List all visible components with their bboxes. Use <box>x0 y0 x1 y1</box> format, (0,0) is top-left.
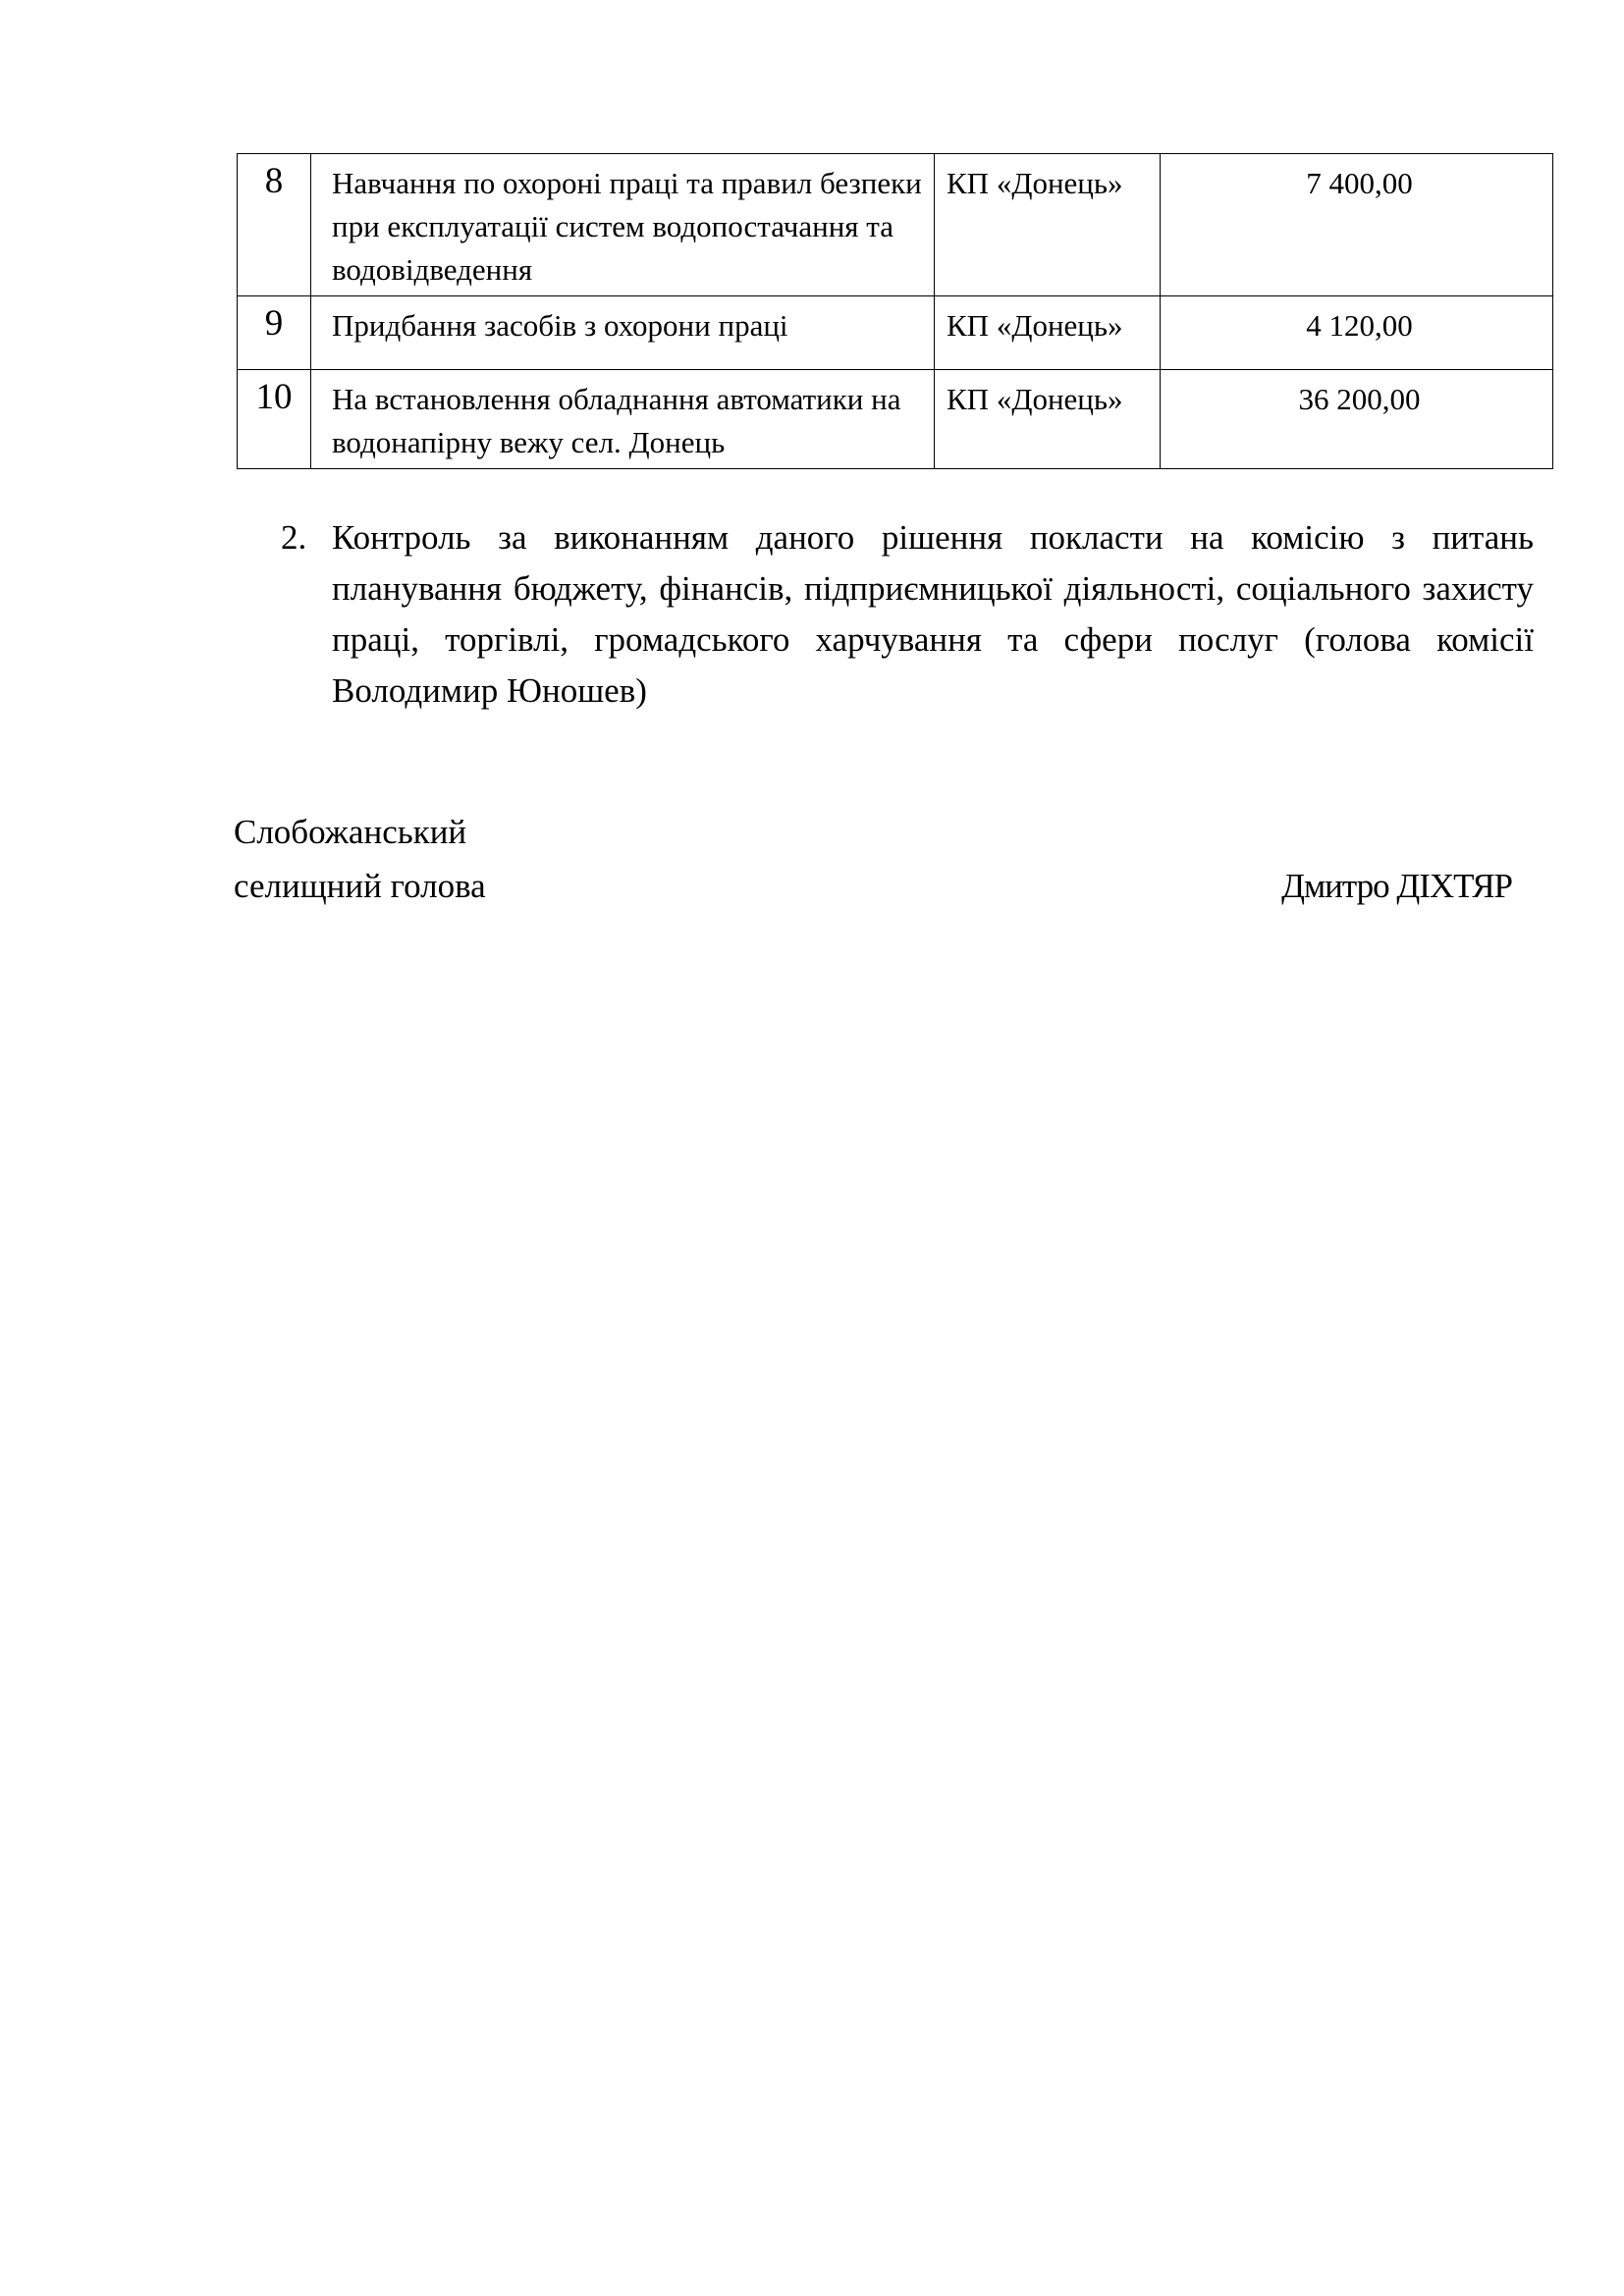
row-amount: 4 120,00 <box>1161 296 1553 370</box>
table-row <box>238 296 1553 370</box>
row-description: На встановлення обладнання автоматики на водонапірну вежу сел. Донець <box>311 370 935 469</box>
row-amount: 36 200,00 <box>1161 370 1553 469</box>
budget-table <box>237 153 1553 469</box>
signature-title-line1: Слобожанський <box>234 813 467 851</box>
row-organization: КП «Донець» <box>935 370 1161 469</box>
item-number: 2. <box>281 518 307 557</box>
item-text: Контроль за виконанням даного рішення покласти на комісію з питань планування бюджету, фінансів, підприємницької діяльності, соціального захисту праці, торгівлі, громадського харчування та сфери послуг (голова комісії Володимир Юношев) <box>332 518 1534 710</box>
signature-title-line2: селищний голова <box>234 867 486 905</box>
row-description: Навчання по охороні праці та правил безпеки при експлуатації систем водопостачання та водовідведення <box>311 154 935 296</box>
signature-title <box>234 805 486 913</box>
row-organization: КП «Донець» <box>935 154 1161 296</box>
row-description: Придбання засобів з охорони праці <box>311 296 935 370</box>
table-row <box>238 370 1553 469</box>
row-number: 10 <box>238 370 311 469</box>
row-number: 8 <box>238 154 311 296</box>
row-organization: КП «Донець» <box>935 296 1161 370</box>
decision-item-2 <box>281 512 1534 717</box>
signature-name: Дмитро ДІХТЯР <box>1281 867 1512 905</box>
table-row <box>238 154 1553 296</box>
row-amount: 7 400,00 <box>1161 154 1553 296</box>
row-number: 9 <box>238 296 311 370</box>
